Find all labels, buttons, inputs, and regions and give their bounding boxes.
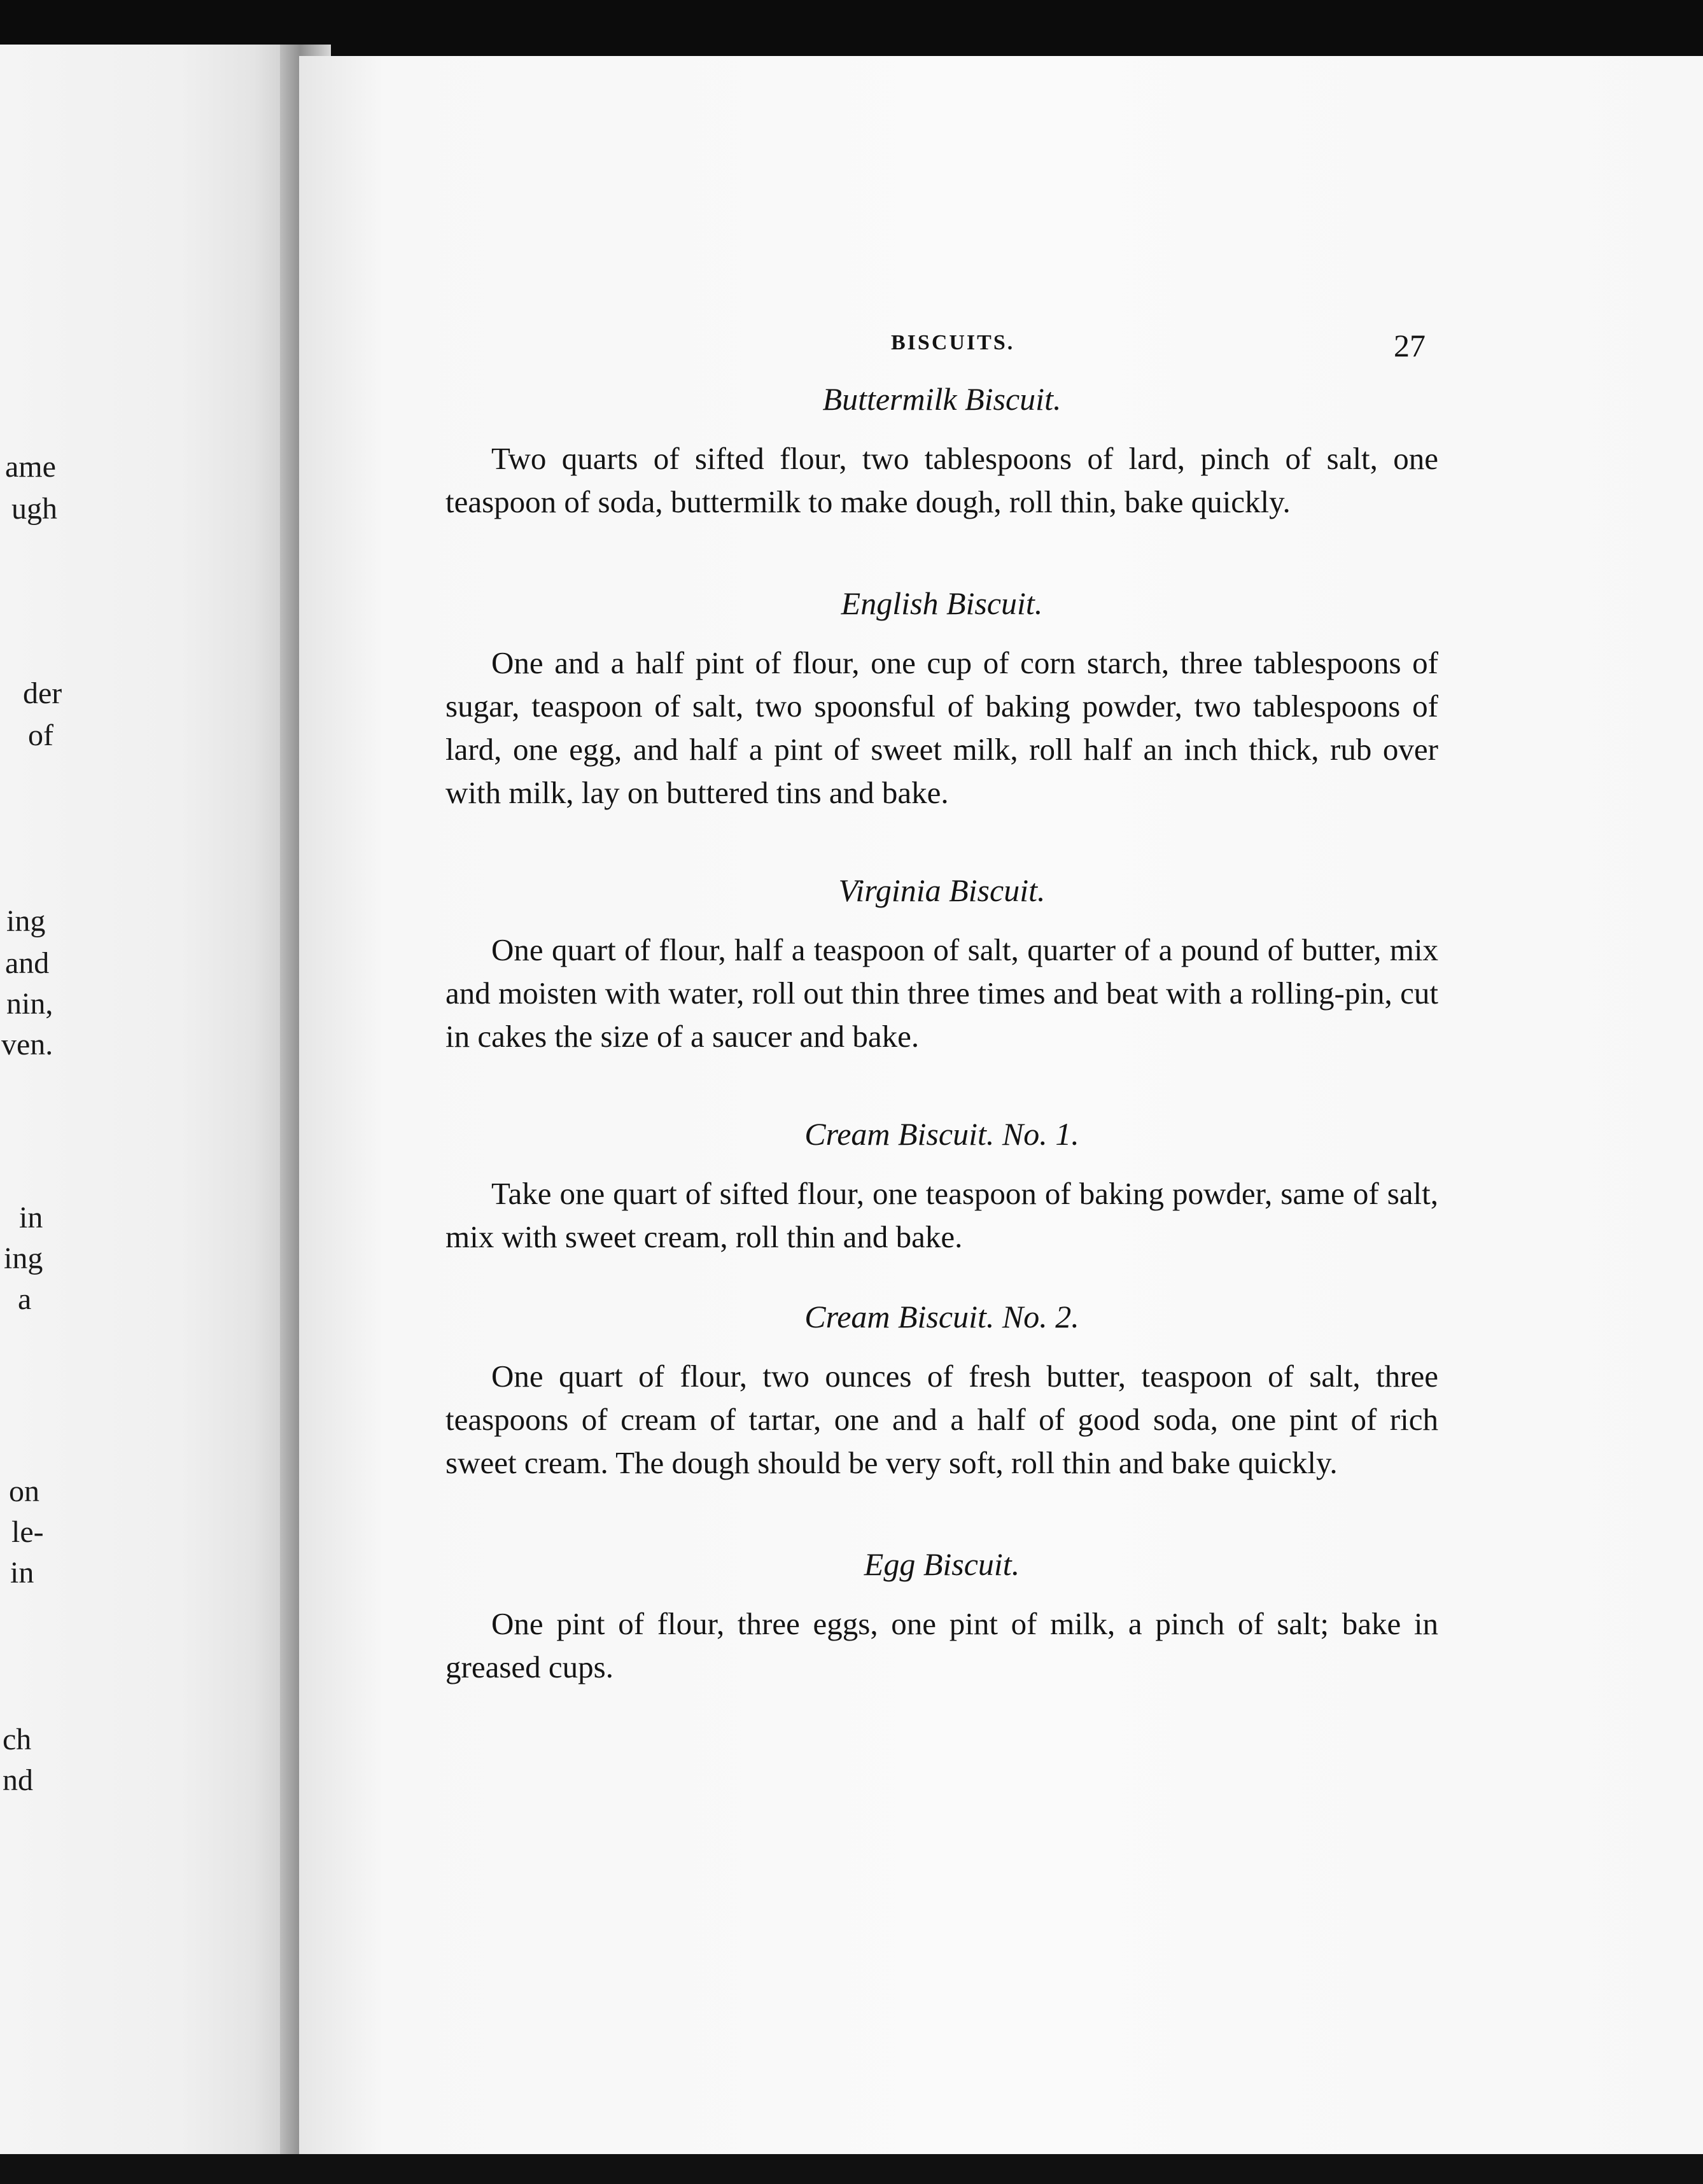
recipe-egg-biscuit [445,1547,1438,1689]
recipe-body: One quart of flour, half a teaspoon of salt, quarter of a pound of butter, mix and moisten with water, roll out thin three times and beat with a rolling-pin, cut in cakes the size of a saucer and bake. [445,932,1438,1054]
left-page-fragment: and [5,946,50,980]
left-page-fragment: le- [11,1515,44,1549]
recipe-cream-biscuit-no-2 [445,1299,1438,1485]
left-page-fragment: a [18,1282,32,1316]
recipe-english-biscuit [445,586,1438,815]
recipe-body: One pint of flour, three eggs, one pint of milk, a pinch of salt; bake in greased cups. [445,1606,1438,1684]
page-number: 27 [1394,328,1426,363]
left-page-fragment: ven. [1,1028,53,1061]
left-page-fragment: ing [4,1242,43,1275]
left-page-fragment: der [23,676,62,710]
scan-bottom-edge [0,2154,1703,2184]
recipe-title: Cream Biscuit. No. 2. [804,1299,1079,1334]
recipe-title: Virginia Biscuit. [838,872,1046,908]
left-page-fragment: ugh [11,492,57,526]
recipe-cream-biscuit-no-1 [445,1117,1438,1259]
recipe-buttermilk-biscuit [445,382,1438,524]
recipe-title: Egg Biscuit. [864,1546,1020,1582]
left-page-fragment: ame [5,450,56,484]
recipe-virginia-biscuit [445,873,1438,1058]
recipe-body: One quart of flour, two ounces of fresh butter, teaspoon of salt, three teaspoons of cream of tartar, one and a half of good soda, one pint of rich sweet cream. The dough should be very soft, roll thin and bake quickly. [445,1359,1438,1480]
left-page-fragment: in [10,1556,34,1590]
left-page-fragment: of [28,718,53,752]
running-header [445,328,1438,382]
left-page-fragment: ch [3,1723,32,1756]
recipe-title: Cream Biscuit. No. 1. [804,1116,1079,1152]
left-page-fragment: nin, [6,987,53,1021]
page-content [445,328,1438,1689]
facing-left-page [0,45,299,2184]
left-page-fragment: in [19,1201,43,1235]
left-page-fragment: nd [3,1763,33,1797]
recipe-body: One and a half pint of flour, one cup of corn starch, three tablespoons of sugar, teaspoon of salt, two spoonsful of baking powder, two tablespoons of lard, one egg, and half a pint of sweet milk, roll half an inch thick, rub over with milk, lay on buttered tins and bake. [445,645,1438,810]
running-title: BISCUITS. [891,331,1015,354]
left-page-fragment: on [9,1474,39,1508]
recipe-body: Two quarts of sifted flour, two tablespoons of lard, pinch of salt, one teaspoon of soda, buttermilk to make dough, roll thin, bake quickly. [445,441,1438,519]
recipe-title: Buttermilk Biscuit. [822,381,1062,417]
recipe-body: Take one quart of sifted flour, one teaspoon of baking powder, same of salt, mix with sweet cream, roll thin and bake. [445,1176,1438,1254]
recipe-title: English Biscuit. [841,585,1043,621]
left-page-fragment: ing [6,904,46,938]
